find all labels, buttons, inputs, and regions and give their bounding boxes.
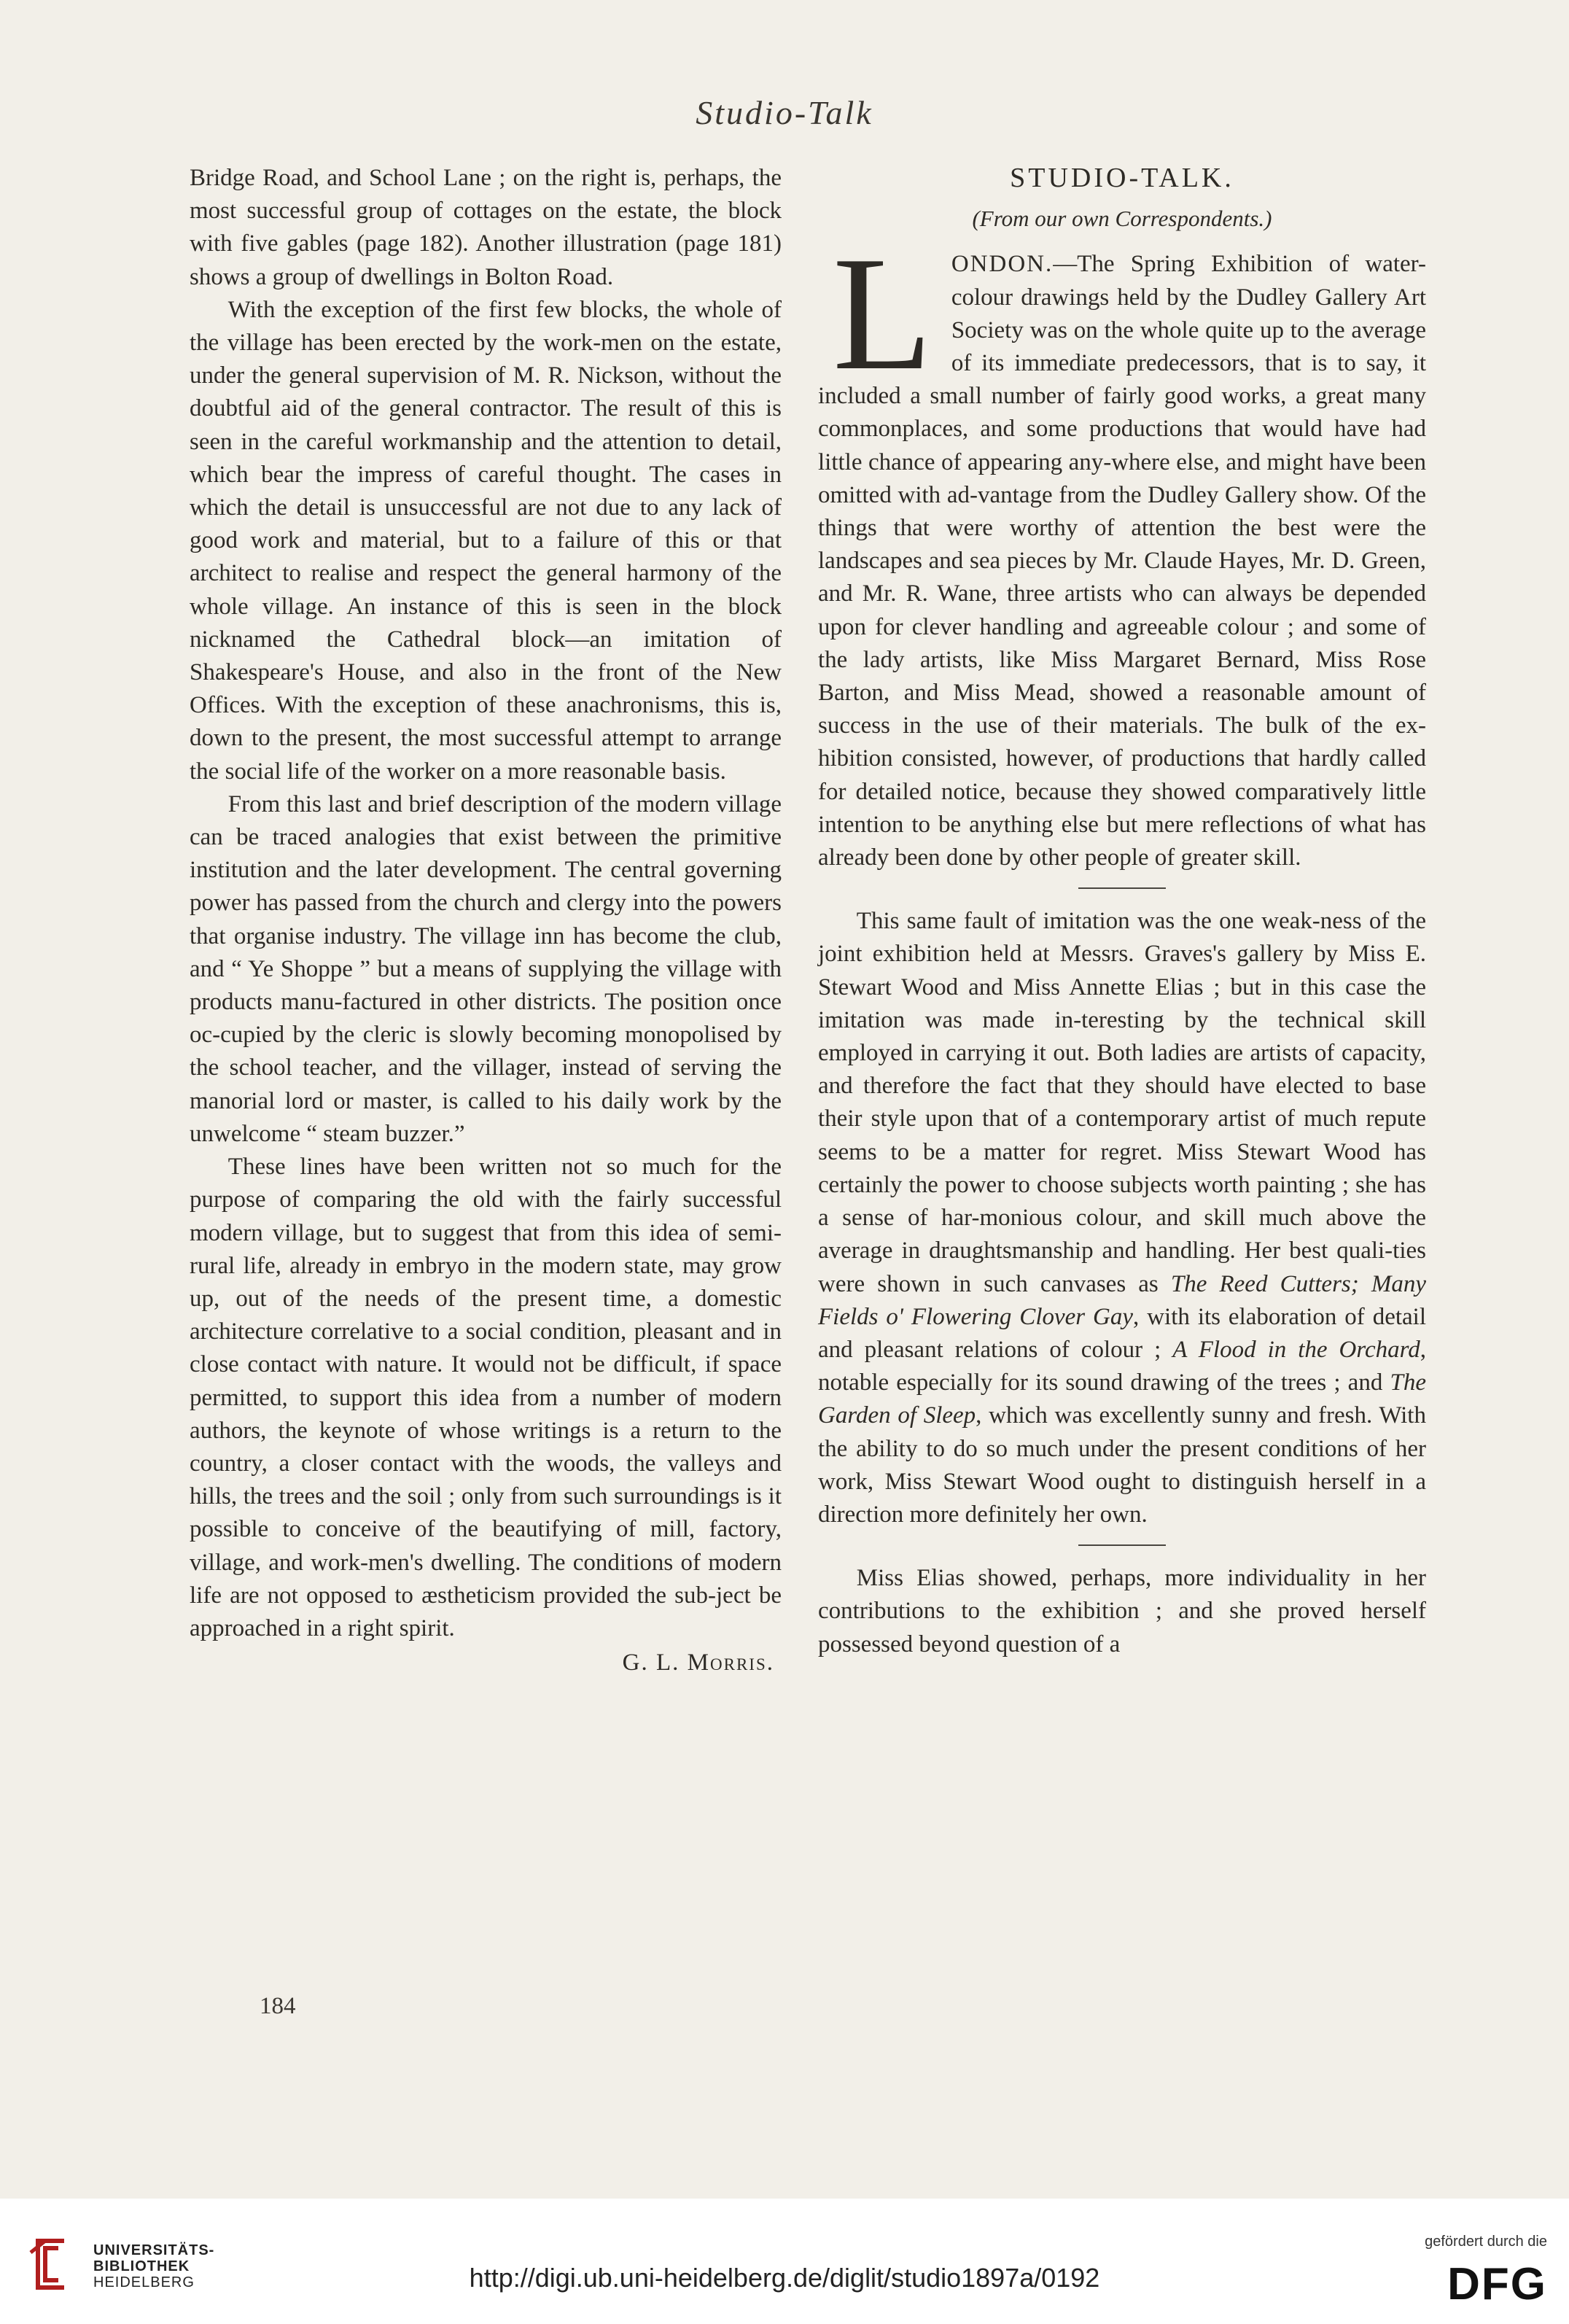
right-paragraph-2 xyxy=(818,905,1426,1531)
artwork-title: The Garden of Sleep xyxy=(818,1369,1426,1429)
p2-text-c: , notable especially for its sound drawing of the trees ; and xyxy=(818,1336,1426,1396)
section-title: STUDIO-TALK. xyxy=(1010,163,1234,193)
artwork-title: A Flood in the Orchard xyxy=(1172,1336,1420,1363)
page-number: 184 xyxy=(260,1993,296,2019)
author-signature: G. L. Morris. xyxy=(622,1649,774,1676)
library-name-line: BIBLIOTHEK xyxy=(93,2258,190,2274)
section-rule xyxy=(1078,1544,1166,1546)
dfg-logo: DFG xyxy=(1447,2259,1547,2309)
running-head: Studio-Talk xyxy=(696,94,873,131)
p2-text-a: This same fault of imitation was the one weak-ness of the joint exhibition held at Messrs. Graves's gallery by Miss E. Stewart Wood and Miss Annette Elias ; but in this case the imitation was made in-teresting by the technical skill employed in carrying it out. Both ladies are artists of capacity, and therefore the fact that they should have elected to base their style upon that of a contemporary artist of much repute seems to be a matter for regret. Miss Stewart Wood has certainly the power to choose subjects worth painting ; she has a sense of har-monious colour, and skill much above the average in draughtsmanship and handling. Her best quali-ties were shown in such canvases as xyxy=(818,908,1426,1297)
byline-note: (From our own Correspondents.) xyxy=(972,206,1272,232)
left-paragraph-3: From this last and brief description of the modern village can be traced analogies that exist between the primitive institution and the later development. The central governing power has passed from the church and clergy into the powers that organise industry. The village inn has become the club, and “ Ye Shoppe ” but a means of supplying the village with products manu-factured in other districts. The position once oc-cupied by the cleric is slowly becoming monopolised by the school teacher, and the villager, instead of serving the manorial lord or master, is called to his daily work by the unwelcome “ steam buzzer.” xyxy=(190,790,782,1147)
drop-cap: L xyxy=(833,223,933,405)
p2-text-b: , with its elaboration of detail and pleasant relations of colour ; xyxy=(818,1303,1426,1363)
artwork-title: The Reed Cutters; Many Fields o' Flowering Clover Gay xyxy=(818,1270,1426,1330)
permalink[interactable]: http://digi.ub.uni-heidelberg.de/diglit/studio1897a/0192 xyxy=(469,2263,1100,2293)
left-paragraph-4: These lines have been written not so much for the purpose of comparing the old with the fairly successful modern village, but to suggest that from this idea of semi-rural life, already in embryo in the modern state, may grow up, out of the needs of the present time, a domestic architecture correlative to a social condition, pleasant and in close contact with nature. It would not be difficult, if space permitted, to support this idea from a number of modern authors, the keynote of whose writings is a return to the country, a closer contact with the woods, the valleys and hills, the trees and the soil ; only from such surroundings is it possible to conceive of the beautifying of mill, factory, village, and work-men's dwelling. The conditions of modern life are not opposed to æstheticism provided the sub-ject be approached in a right spirit. xyxy=(190,1154,782,1641)
left-paragraph-1: Bridge Road, and School Lane ; on the right is, perhaps, the most successful group of cottages on the estate, the block with five gables (page 182). Another illustration (page 181) shows a group of dwellings in Bolton Road. xyxy=(190,165,782,290)
right-paragraph-1 xyxy=(818,223,1426,874)
p2-text-d: , which was excellently sunny and fresh. With the ability to do so much under the present conditions of her work, Miss Stewart Wood ought to distinguish herself in a direction more definitely her own. xyxy=(818,1402,1426,1528)
funded-by-label: gefördert durch die xyxy=(1425,2234,1547,2250)
library-name-line: UNIVERSITÄTS- xyxy=(93,2242,215,2258)
right-column xyxy=(818,162,1426,1661)
section-rule xyxy=(1078,887,1166,889)
digitization-footer xyxy=(0,2199,1569,2324)
library-name-line: HEIDELBERG xyxy=(93,2274,195,2290)
left-column xyxy=(190,162,782,1679)
lead-word: ONDON. xyxy=(951,251,1054,278)
left-paragraph-2: With the exception of the first few blocks, the whole of the village has been erected by the work-men on the estate, under the general supervision of M. R. Nickson, without the doubtful aid of the general contractor. The result of this is seen in the careful workmanship and the attention to detail, which bear the impress of careful thought. The cases in which the detail is unsuccessful are not due to any lack of good work and material, but to a failure of this or that architect to realise and respect the general harmony of the whole village. An instance of this is seen in the block nicknamed the Cathedral block—an imitation of Shakespeare's House, and also in the front of the New Offices. With the exception of these anachronisms, this is, down to the present, the most successful attempt to arrange the social life of the worker on a more reasonable basis. xyxy=(190,296,782,785)
right-paragraph-3: Miss Elias showed, perhaps, more individuality in her contributions to the exhibition ; and she proved herself possessed beyond question of a xyxy=(818,1565,1426,1657)
right-paragraph-1-text: —The Spring Exhibition of water-colour drawings held by the Dudley Gallery Art Society was on the whole quite up to the average of its immediate predecessors, that is to say, it included a small number of fairly good works, a great many commonplaces, and some productions that would have had little chance of appearing any-where else, and might have been omitted with ad-vantage from the Dudley Gallery show. Of the things that were worthy of attention the best were the landscapes and sea pieces by Mr. Claude Hayes, Mr. D. Green, and Mr. R. Wane, three artists who can always be depended upon for clever handling and agreeable colour ; and some of the lady artists, like Miss Margaret Bernard, Miss Rose Barton, and Miss Mead, showed a reasonable amount of success in the use of their materials. The bulk of the ex-hibition consisted, however, of productions that hardly called for detailed notice, because they showed comparatively little intention to be anything else but mere reflections of what has already been done by other people of greater skill. xyxy=(818,251,1426,871)
